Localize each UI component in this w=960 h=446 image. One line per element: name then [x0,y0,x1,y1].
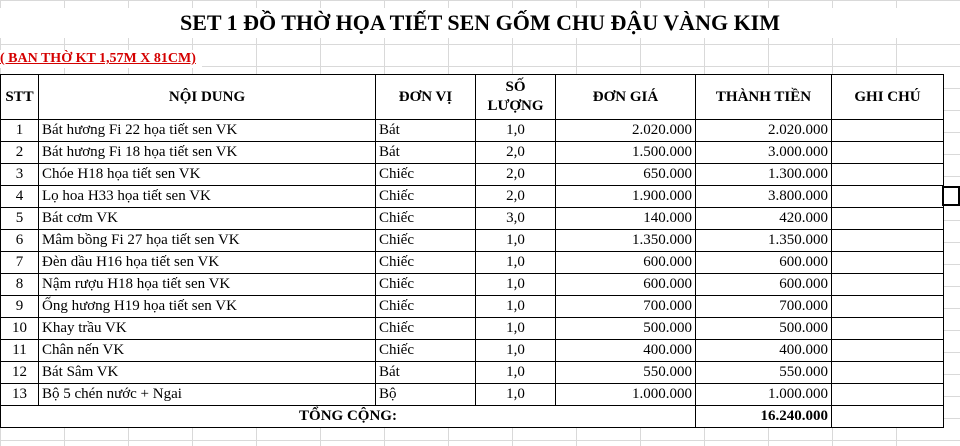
cell-so-luong[interactable]: 2,0 [476,186,556,208]
cell-don-vi[interactable]: Chiếc [376,252,476,274]
cell-noi-dung[interactable]: Đèn dầu H16 họa tiết sen VK [39,252,376,274]
header-don-vi[interactable]: ĐƠN VỊ [376,75,476,120]
header-so-luong[interactable] [476,75,556,120]
cell-thanh-tien[interactable]: 420.000 [696,208,832,230]
cell-don-vi[interactable]: Chiếc [376,186,476,208]
cell-noi-dung[interactable]: Mâm bồng Fi 27 họa tiết sen VK [39,230,376,252]
cell-stt[interactable]: 3 [1,164,39,186]
table-row [1,120,944,142]
cell-don-gia[interactable]: 2.020.000 [556,120,696,142]
cell-ghi-chu[interactable] [832,208,944,230]
cell-don-vi[interactable]: Chiếc [376,340,476,362]
cell-don-vi[interactable]: Chiếc [376,274,476,296]
total-note-cell[interactable] [832,406,944,428]
header-so-luong-line1: SỐ [505,79,526,95]
header-don-gia[interactable]: ĐƠN GIÁ [556,75,696,120]
cell-noi-dung[interactable]: Bát cơm VK [39,208,376,230]
cell-don-vi[interactable]: Chiếc [376,296,476,318]
cell-thanh-tien[interactable]: 1.300.000 [696,164,832,186]
cell-ghi-chu[interactable] [832,296,944,318]
cell-thanh-tien[interactable]: 3.000.000 [696,142,832,164]
active-cell-selection[interactable] [942,186,960,206]
cell-don-gia[interactable]: 140.000 [556,208,696,230]
cell-ghi-chu[interactable] [832,142,944,164]
cell-stt[interactable]: 2 [1,142,39,164]
cell-don-gia[interactable]: 1.900.000 [556,186,696,208]
cell-ghi-chu[interactable] [832,274,944,296]
cell-noi-dung[interactable]: Bộ 5 chén nước + Ngai [39,384,376,406]
cell-don-vi[interactable]: Chiếc [376,208,476,230]
cell-ghi-chu[interactable] [832,340,944,362]
total-row [1,406,944,428]
cell-thanh-tien[interactable]: 550.000 [696,362,832,384]
cell-so-luong[interactable]: 1,0 [476,274,556,296]
cell-so-luong[interactable]: 1,0 [476,384,556,406]
cell-don-vi[interactable]: Bát [376,142,476,164]
cell-noi-dung[interactable]: Nậm rượu H18 họa tiết sen VK [39,274,376,296]
cell-noi-dung[interactable]: Bát hương Fi 22 họa tiết sen VK [39,120,376,142]
header-stt[interactable]: STT [1,75,39,120]
cell-thanh-tien[interactable]: 600.000 [696,252,832,274]
cell-thanh-tien[interactable]: 2.020.000 [696,120,832,142]
cell-thanh-tien[interactable]: 1.350.000 [696,230,832,252]
cell-stt[interactable]: 10 [1,318,39,340]
table-row [1,208,944,230]
cell-so-luong[interactable]: 1,0 [476,296,556,318]
cell-so-luong[interactable]: 2,0 [476,142,556,164]
table-row [1,340,944,362]
cell-so-luong[interactable]: 1,0 [476,340,556,362]
header-ghi-chu[interactable]: GHI CHÚ [832,75,944,120]
table-row [1,296,944,318]
cell-thanh-tien[interactable]: 500.000 [696,318,832,340]
cell-noi-dung[interactable]: Khay trầu VK [39,318,376,340]
table-row [1,362,944,384]
cell-thanh-tien[interactable]: 1.000.000 [696,384,832,406]
cell-don-vi[interactable]: Bát [376,362,476,384]
cell-stt[interactable]: 6 [1,230,39,252]
cell-don-vi[interactable]: Chiếc [376,164,476,186]
cell-noi-dung[interactable]: Chân nến VK [39,340,376,362]
cell-don-vi[interactable]: Chiếc [376,318,476,340]
cell-noi-dung[interactable]: Bát Sâm VK [39,362,376,384]
table-row [1,142,944,164]
table-row [1,318,944,340]
cell-stt[interactable]: 11 [1,340,39,362]
cell-so-luong[interactable]: 1,0 [476,230,556,252]
cell-don-gia[interactable]: 600.000 [556,274,696,296]
cell-stt[interactable]: 12 [1,362,39,384]
cell-don-vi[interactable]: Chiếc [376,230,476,252]
cell-stt[interactable]: 9 [1,296,39,318]
cell-thanh-tien[interactable]: 600.000 [696,274,832,296]
table-body [1,120,944,406]
cell-don-gia[interactable]: 700.000 [556,296,696,318]
header-noi-dung[interactable]: NỘI DUNG [39,75,376,120]
cell-thanh-tien[interactable]: 3.800.000 [696,186,832,208]
cell-ghi-chu[interactable] [832,384,944,406]
cell-noi-dung[interactable]: Lọ hoa H33 họa tiết sen VK [39,186,376,208]
cell-stt[interactable]: 4 [1,186,39,208]
cell-don-gia[interactable]: 600.000 [556,252,696,274]
cell-so-luong[interactable]: 1,0 [476,120,556,142]
total-label[interactable]: TỔNG CỘNG: [1,406,696,428]
cell-stt[interactable]: 1 [1,120,39,142]
cell-don-gia[interactable]: 1.350.000 [556,230,696,252]
cell-so-luong[interactable]: 1,0 [476,252,556,274]
cell-don-vi[interactable]: Bát [376,120,476,142]
table-row [1,164,944,186]
cell-ghi-chu[interactable] [832,252,944,274]
cell-ghi-chu[interactable] [832,164,944,186]
cell-noi-dung[interactable]: Ống hương H19 họa tiết sen VK [39,296,376,318]
cell-stt[interactable]: 5 [1,208,39,230]
cell-ghi-chu[interactable] [832,186,944,208]
cell-ghi-chu[interactable] [832,362,944,384]
cell-don-gia[interactable]: 1.000.000 [556,384,696,406]
cell-ghi-chu[interactable] [832,120,944,142]
cell-don-gia[interactable]: 500.000 [556,318,696,340]
table-row [1,230,944,252]
table-row [1,186,944,208]
quotation-table [0,74,944,428]
document-subtitle: ( BAN THỜ KT 1,57M X 81CM) [0,50,202,68]
cell-noi-dung[interactable]: Chóe H18 họa tiết sen VK [39,164,376,186]
document-title: SET 1 ĐỒ THỜ HỌA TIẾT SEN GỐM CHU ĐẬU VÀNG KIM [0,8,960,38]
header-row [1,75,944,120]
table-row [1,252,944,274]
cell-ghi-chu[interactable] [832,230,944,252]
cell-don-gia[interactable]: 1.500.000 [556,142,696,164]
cell-ghi-chu[interactable] [832,318,944,340]
cell-stt[interactable]: 7 [1,252,39,274]
cell-thanh-tien[interactable]: 400.000 [696,340,832,362]
header-thanh-tien[interactable]: THÀNH TIỀN [696,75,832,120]
cell-so-luong[interactable]: 1,0 [476,362,556,384]
cell-stt[interactable]: 13 [1,384,39,406]
header-so-luong-line2: LƯỢNG [487,98,544,114]
cell-don-vi[interactable]: Bộ [376,384,476,406]
cell-noi-dung[interactable]: Bát hương Fi 18 họa tiết sen VK [39,142,376,164]
total-value[interactable]: 16.240.000 [696,406,832,428]
cell-don-gia[interactable]: 400.000 [556,340,696,362]
cell-so-luong[interactable]: 3,0 [476,208,556,230]
cell-stt[interactable]: 8 [1,274,39,296]
cell-so-luong[interactable]: 1,0 [476,318,556,340]
table-row [1,274,944,296]
cell-thanh-tien[interactable]: 700.000 [696,296,832,318]
cell-don-gia[interactable]: 650.000 [556,164,696,186]
cell-don-gia[interactable]: 550.000 [556,362,696,384]
cell-so-luong[interactable]: 2,0 [476,164,556,186]
table-row [1,384,944,406]
